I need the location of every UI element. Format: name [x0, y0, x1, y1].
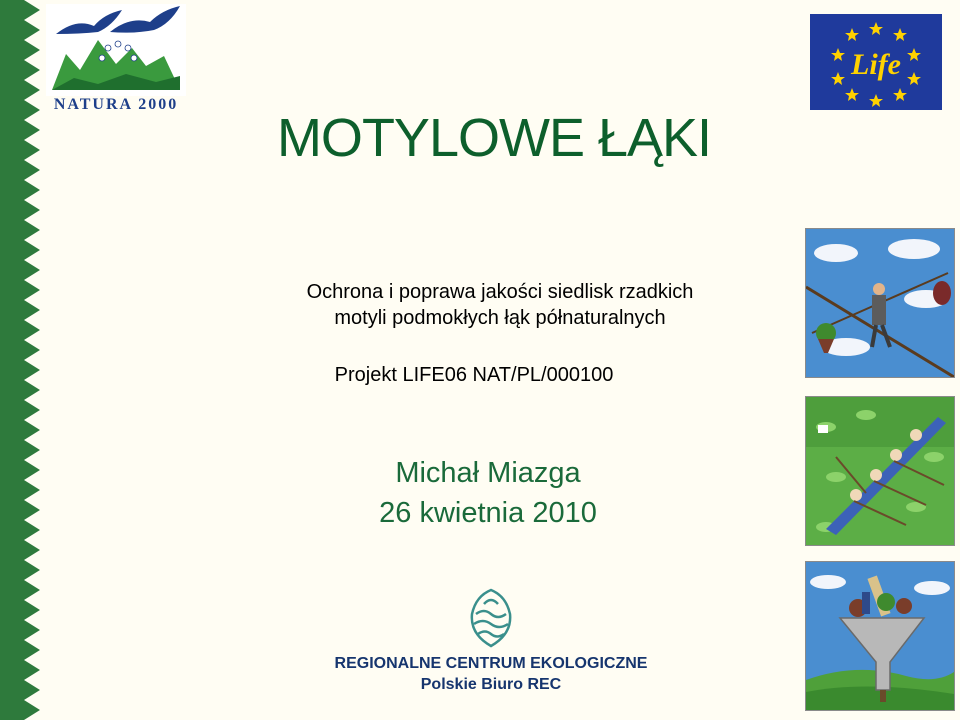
- slide-subtitle: [200, 279, 800, 331]
- presentation-date: 26 kwietnia 2010: [379, 497, 597, 529]
- rowing-team-illustration-icon: [806, 397, 954, 545]
- natura-2000-label: NATURA 2000: [53, 96, 179, 113]
- rowing-team-illustration: [805, 396, 955, 546]
- organization-subname: Polskie Biuro REC: [420, 676, 562, 693]
- tightrope-walker-illustration-icon: [806, 229, 954, 377]
- project-id: Projekt LIFE06 NAT/PL/000100: [334, 364, 614, 386]
- subtitle-line-1: Ochrona i poprawa jakości siedlisk rzadkich: [306, 281, 694, 303]
- tightrope-walker-illustration: [805, 228, 955, 378]
- eu-life-logo: [810, 14, 942, 110]
- funnel-illustration: [805, 561, 955, 711]
- natura-2000-logo: [46, 4, 186, 120]
- rec-wave-logo-icon: [462, 588, 520, 650]
- eu-life-flag-logo-icon: [810, 14, 942, 110]
- author-block: [200, 453, 776, 533]
- natura-2000-bird-logo-icon: [46, 4, 186, 96]
- slide-title: MOTYLOWE ŁĄKI: [276, 108, 712, 168]
- subtitle-line-2: motyli podmokłych łąk półnaturalnych: [334, 307, 666, 329]
- life-logo-text: Life: [851, 48, 901, 81]
- funnel-illustration-icon: [806, 562, 954, 710]
- decorative-left-border: [0, 0, 46, 720]
- author-name: Michał Miazga: [395, 457, 581, 489]
- organization-name: REGIONALNE CENTRUM EKOLOGICZNE: [334, 655, 648, 672]
